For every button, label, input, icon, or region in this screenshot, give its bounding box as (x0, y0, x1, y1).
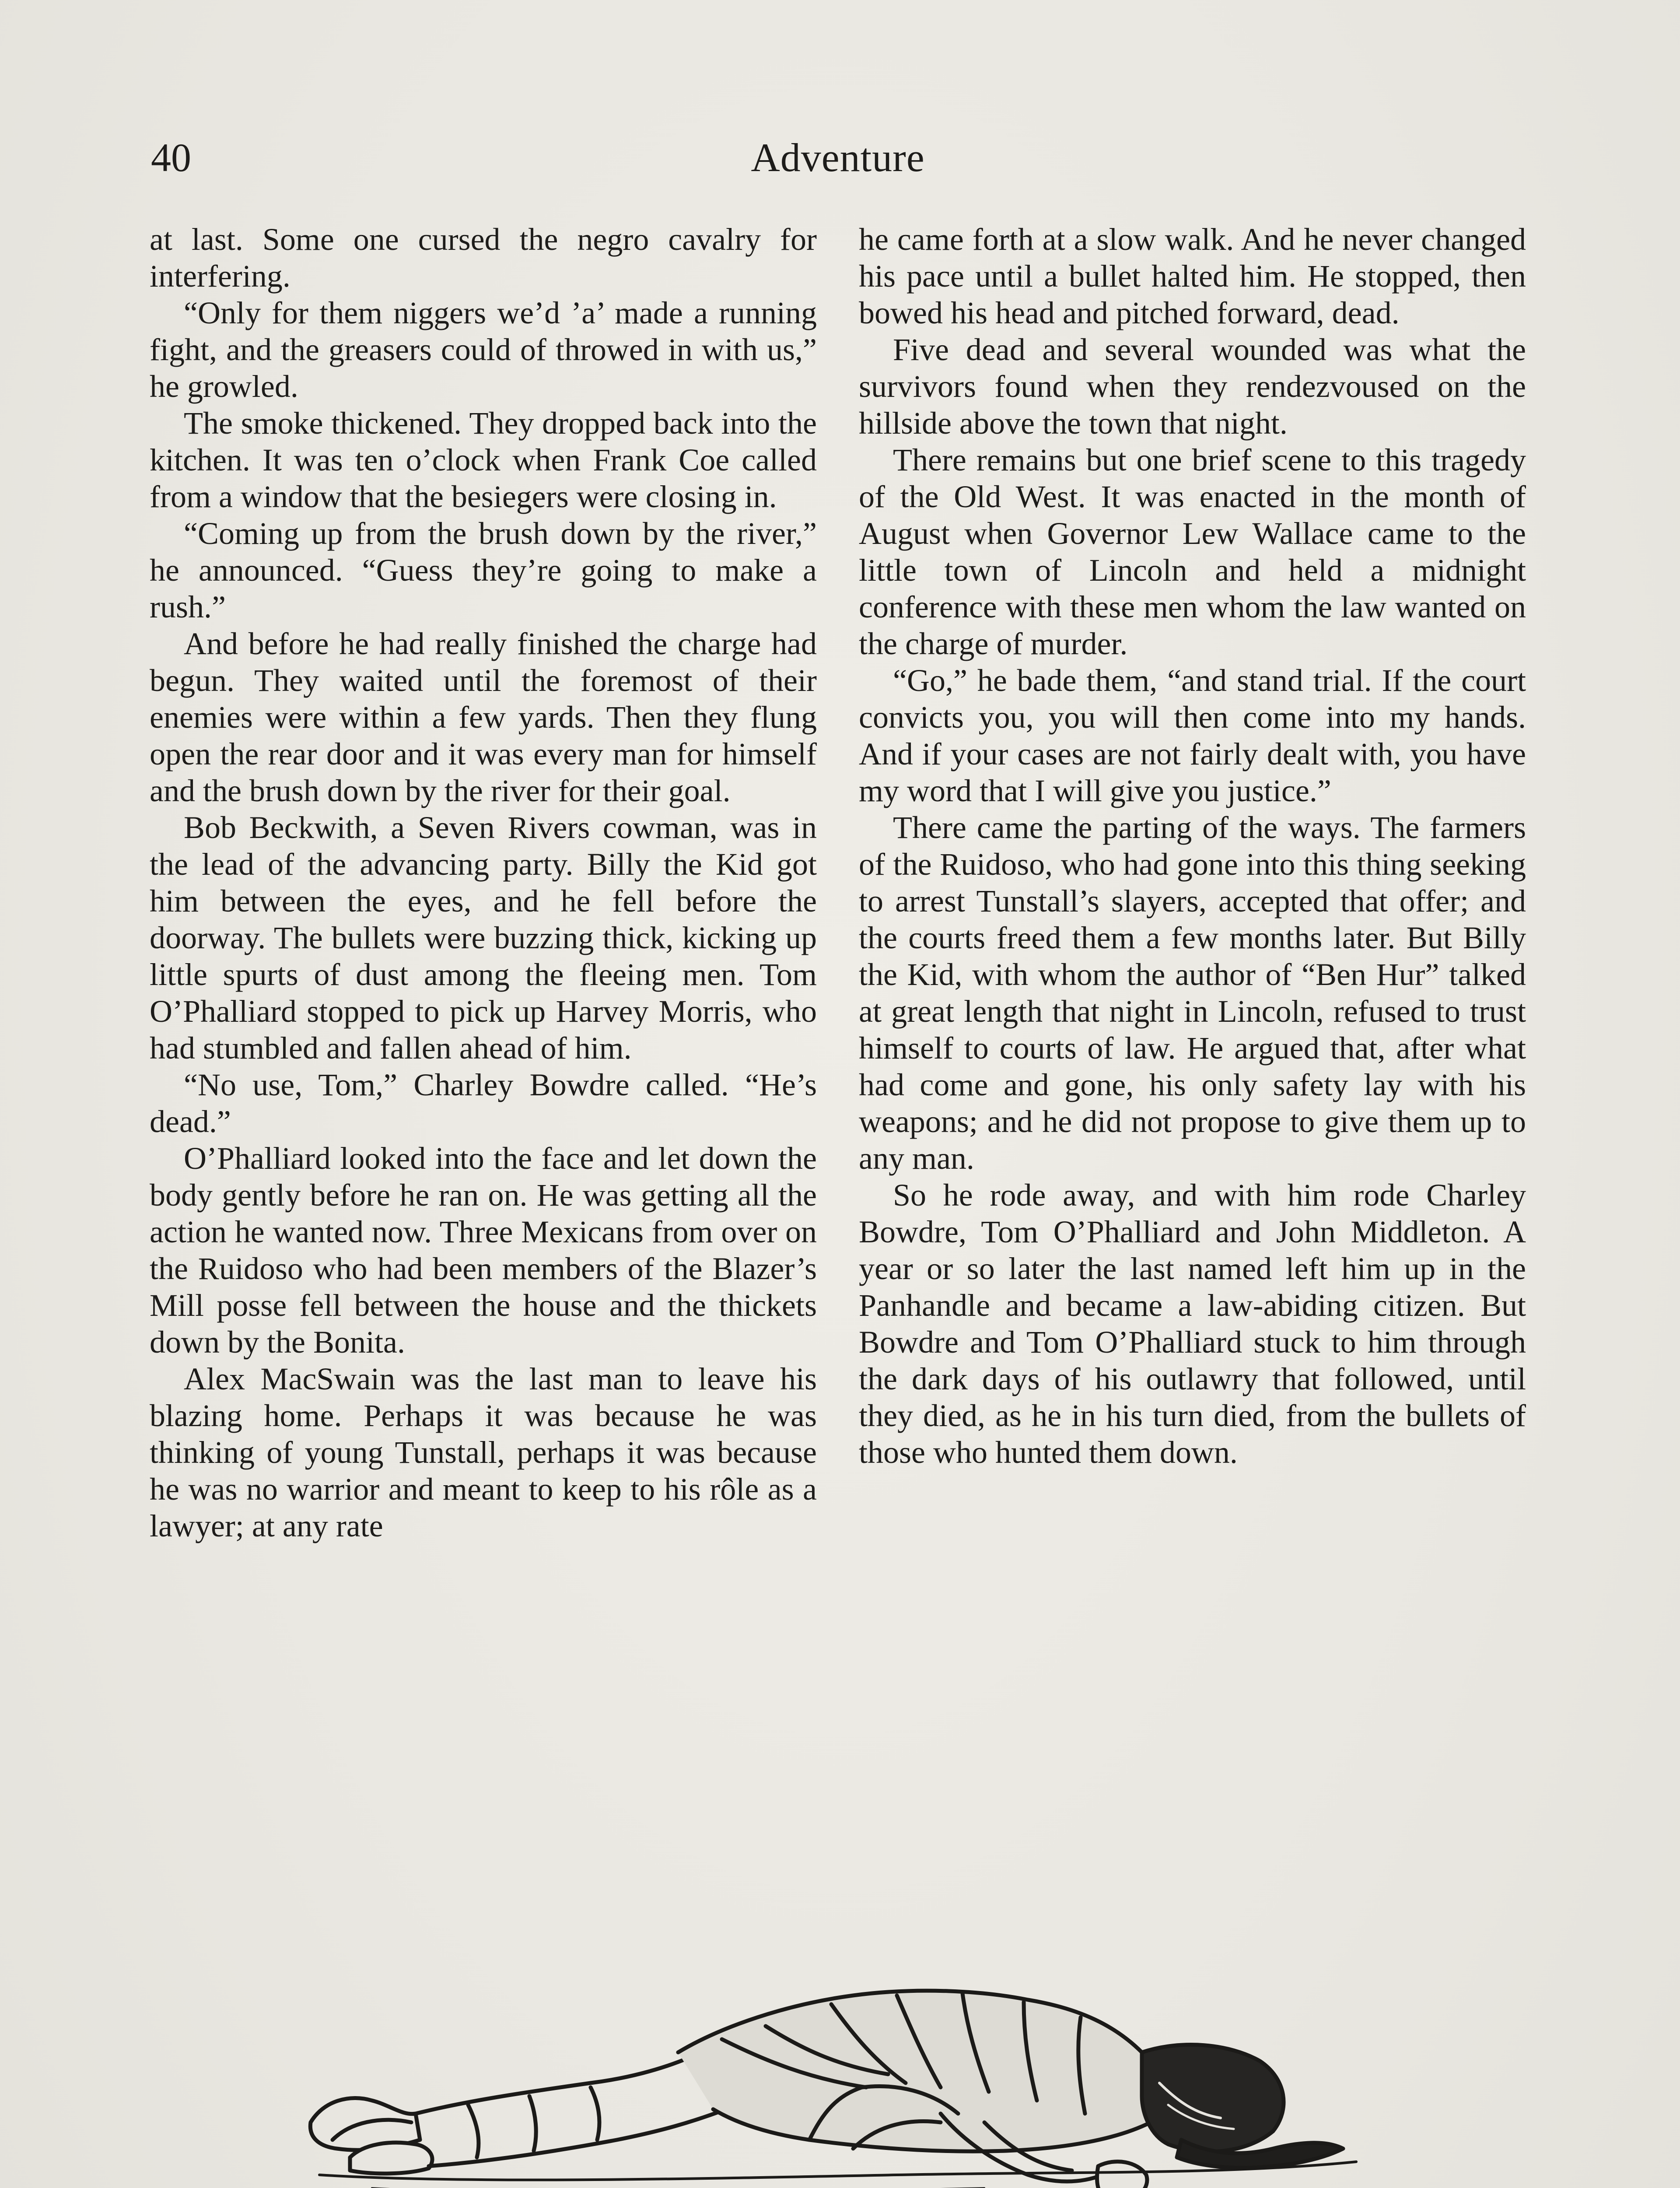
running-title: Adventure (751, 135, 925, 180)
paragraph: “No use, Tom,” Charley Bowdre called. “He’s dead.” (150, 1067, 817, 1139)
paragraph: So he rode away, and with him rode Charley Bowdre, Tom O’Phalliard and John Middleton. A year or so later the last named left him up in the Panhandle and became a law-abiding citizen. But Bowdre and Tom O’Phalliard stuck to him through the dark days of his outlawry that followed, until they died, as he in his turn died, from the bullets of those who hunted them down. (859, 1178, 1526, 1470)
paragraph: Alex MacSwain was the last man to leave his blazing home. Perhaps it was because he was thinking of young Tunstall, perhaps it was because he was no warrior and meant to keep to his rôle as a lawyer; at any rate (150, 1361, 817, 1543)
paragraph: “Go,” he bade them, “and stand trial. If the court convicts you, you will then come into my hands. And if your cases are not fairly dealt with, you have my word that I will give you justice.” (859, 663, 1526, 808)
paragraph: The smoke thickened. They dropped back into the kitchen. It was ten o’clock when Frank Coe called from a window that the besiegers were closing in. (150, 406, 817, 514)
right-column (859, 221, 1526, 1471)
paragraph: And before he had really finished the charge had begun. They waited until the foremost of their enemies were within a few yards. Then they flung open the rear door and it was every man for himself and the brush down by the river for their goal. (150, 626, 817, 808)
paragraph: “Only for them niggers we’d ’a’ made a running fight, and the greasers could of throwed in with us,” he growled. (150, 295, 817, 404)
fallen-man-illustration (284, 1895, 1387, 2188)
paragraph: at last. Some one cursed the negro cavalry for interfering. (150, 222, 817, 294)
paragraph: he came forth at a slow walk. And he never changed his pace until a bullet halted him. He stopped, then bowed his head and pitched forward, dead. (859, 222, 1526, 330)
left-column (150, 221, 817, 1544)
paragraph: There came the parting of the ways. The farmers of the Ruidoso, who had gone into this thing seeking to arrest Tunstall’s slayers, accepted that offer; and the courts freed them a few months later. But Billy the Kid, with whom the author of “Ben Hur” talked at great length that night in Lincoln, refused to trust himself to courts of law. He argued that, after what had come and gone, his only safety lay with his weapons; and he did not propose to give them up to any man. (859, 810, 1526, 1176)
paragraph: There remains but one brief scene to this tragedy of the Old West. It was enacted in the month of August when Governor Lew Wallace came to the little town of Lincoln and held a midnight conference with these men whom the law wanted on the charge of murder. (859, 442, 1526, 661)
page-number: 40 (151, 135, 191, 180)
page-header (151, 127, 1525, 188)
paragraph: O’Phalliard looked into the face and let down the body gently before he ran on. He was getting all the action he wanted now. Three Mexicans from over on the Ruidoso who had been members of the Blazer’s Mill posse fell between the house and the thickets down by the Bonita. (150, 1141, 817, 1360)
paragraph: Five dead and several wounded was what the survivors found when they rendezvoused on the hillside above the town that night. (859, 332, 1526, 441)
paragraph: Bob Beckwith, a Seven Rivers cowman, was in the lead of the advancing party. Billy the Kid got him between the eyes, and he fell before the doorway. The bullets were buzzing thick, kicking up little spurts of dust among the fleeing men. Tom O’Phalliard stopped to pick up Harvey Morris, who had stumbled and fallen ahead of him. (150, 810, 817, 1066)
paragraph: “Coming up from the brush down by the river,” he announced. “Guess they’re going to make a rush.” (150, 516, 817, 624)
